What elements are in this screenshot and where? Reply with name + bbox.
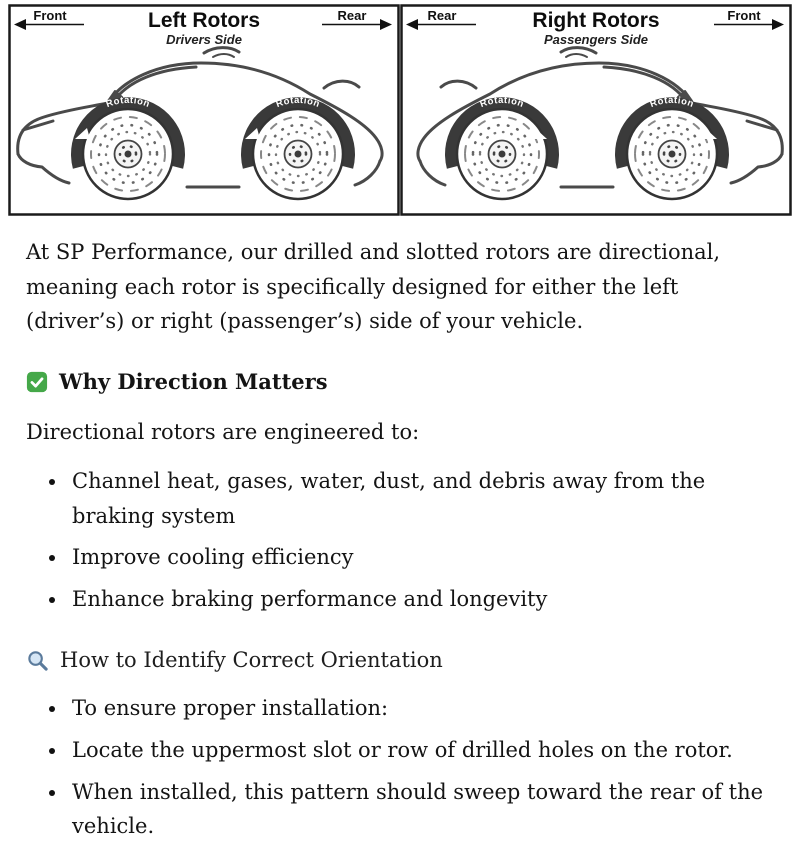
checkmark-icon xyxy=(26,371,48,393)
panel-title: Right Rotors xyxy=(532,9,660,32)
list-item: • Improve cooling efficiency xyxy=(68,540,774,575)
rotation-label-rear: Rotation xyxy=(274,94,322,111)
panel-subtitle: Drivers Side xyxy=(166,32,242,47)
list-item: • When installed, this pattern should sweep toward the rear of the vehicle. xyxy=(68,775,774,844)
magnifier-icon xyxy=(26,649,49,672)
lead-text: Directional rotors are engineered to: xyxy=(26,419,420,444)
rotation-label-front: Rotation xyxy=(104,94,152,111)
list-item: • Locate the uppermost slot or row of drilled holes on the rotor. xyxy=(68,733,774,768)
rotation-label-front: Rotation xyxy=(478,94,526,111)
benefits-list xyxy=(26,464,774,617)
front-label: Front xyxy=(33,8,67,23)
rotation-label-rear: Rotation xyxy=(648,94,696,111)
heading-text: How to Identify Correct Orientation xyxy=(60,647,443,672)
list-item: • To ensure proper installation: xyxy=(68,691,774,726)
left-rotors-illustration xyxy=(8,4,400,216)
rear-label: Rear xyxy=(427,8,457,23)
heading-text: Why Direction Matters xyxy=(59,368,328,394)
orientation-list xyxy=(26,691,774,844)
list-item: • Channel heat, gases, water, dust, and debris away from the braking system xyxy=(68,464,774,533)
identify-heading xyxy=(26,643,774,678)
why-direction-heading xyxy=(26,365,774,400)
left-rotors-panel xyxy=(8,4,400,216)
right-rotors-illustration xyxy=(400,4,792,216)
panel-subtitle: Passengers Side xyxy=(543,32,649,47)
intro-paragraph: At SP Performance, our drilled and slotted rotors are directional, meaning each rotor is specifically designed for either the left (driver’s) or right (passenger’s) side of your vehicle. xyxy=(26,240,721,334)
rotor-direction-diagram xyxy=(0,0,800,216)
list-item: • Enhance braking performance and longevity xyxy=(68,582,774,617)
front-label: Front xyxy=(727,8,761,23)
rear-label: Rear xyxy=(337,8,367,23)
right-rotors-panel xyxy=(400,4,792,216)
panel-title: Left Rotors xyxy=(148,9,260,32)
article-content xyxy=(0,216,800,844)
